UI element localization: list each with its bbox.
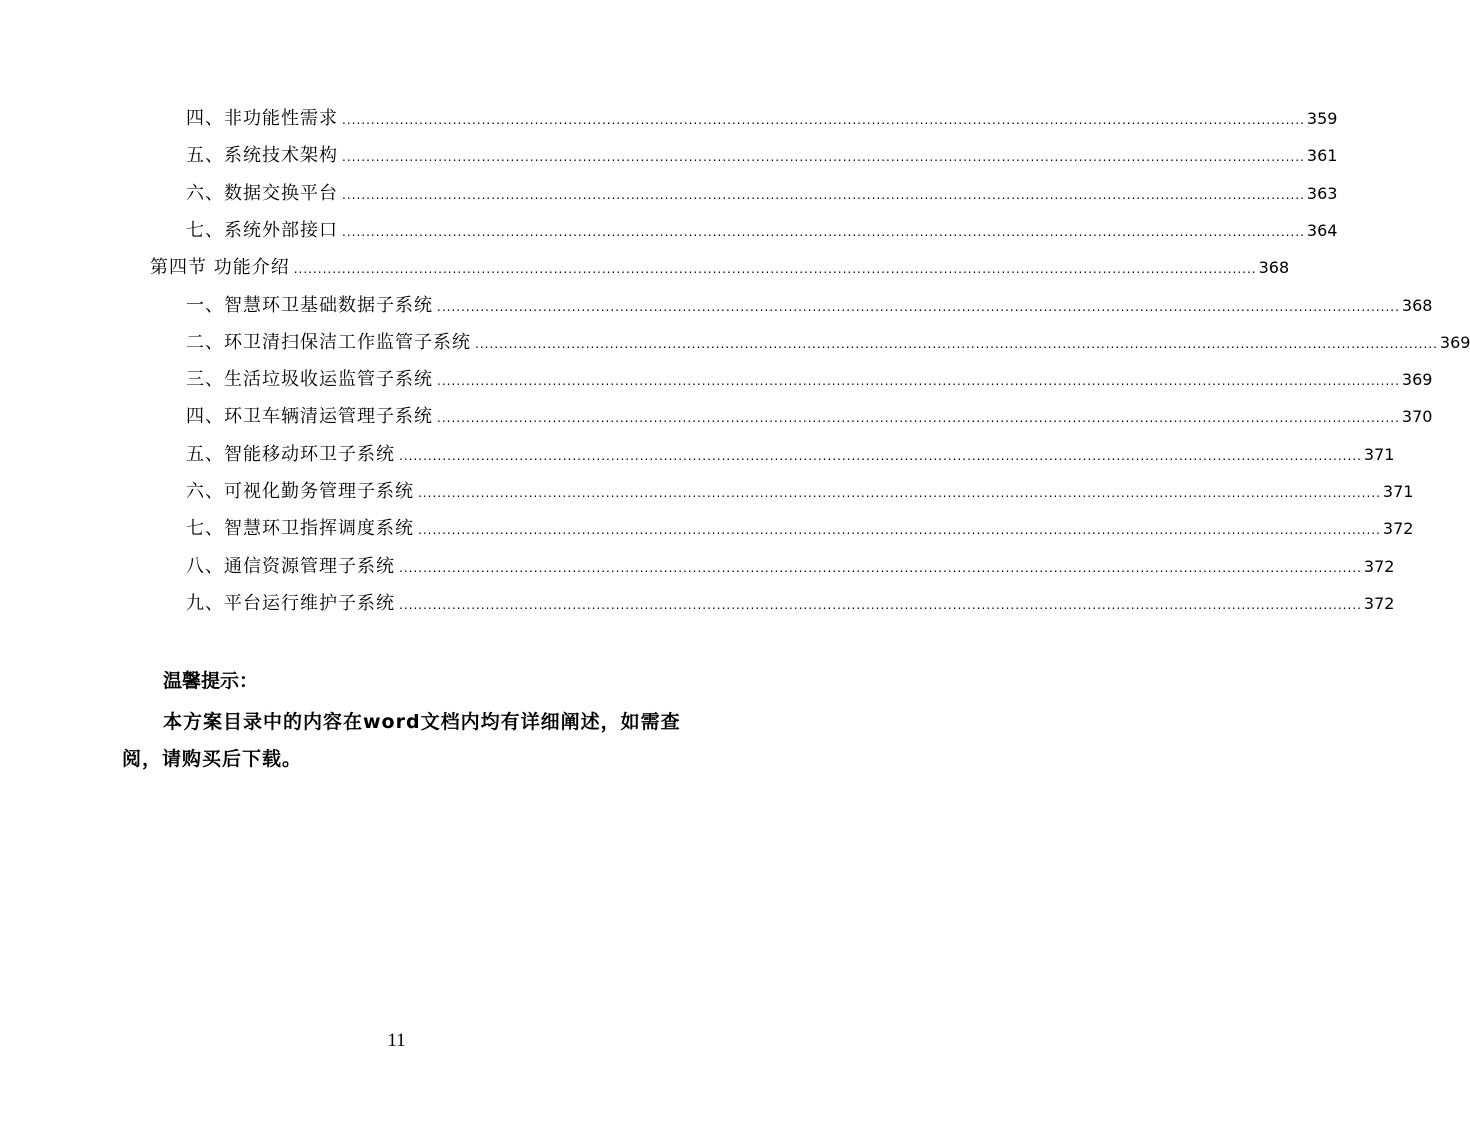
toc-entry-page: 371 bbox=[1363, 444, 1395, 464]
toc-entry-page: 361 bbox=[1306, 146, 1338, 166]
toc-entry[interactable] bbox=[186, 182, 1338, 206]
toc-entry-page: 368 bbox=[1258, 258, 1290, 278]
toc-entry[interactable] bbox=[186, 555, 1395, 579]
toc-entry-page: 372 bbox=[1382, 519, 1414, 539]
toc-entry-title: 四、环卫车辆清运管理子系统 bbox=[186, 406, 433, 428]
toc-entry-title: 七、智慧环卫指挥调度系统 bbox=[186, 518, 414, 540]
toc-entry[interactable] bbox=[186, 592, 1395, 616]
toc-entry-page: 371 bbox=[1382, 482, 1414, 501]
toc-entry[interactable] bbox=[186, 294, 1433, 318]
toc-leader-dots: ........................................................................................................................................................................................................ bbox=[437, 374, 1400, 389]
toc-entry-title: 二、环卫清扫保洁工作监管子系统 bbox=[186, 331, 471, 353]
toc-entry-page: 369 bbox=[1401, 370, 1433, 390]
toc-entry[interactable] bbox=[186, 480, 1414, 504]
toc-entry-page: 369 bbox=[1439, 332, 1470, 352]
toc-entry[interactable] bbox=[186, 219, 1338, 243]
toc-entry-title: 四、非功能性需求 bbox=[186, 108, 338, 129]
toc-entry[interactable] bbox=[186, 517, 1414, 541]
toc-leader-dots: ........................................................................................................................................................................................................ bbox=[418, 486, 1381, 500]
toc-leader-dots: ........................................................................................................................................................................................................ bbox=[475, 336, 1438, 351]
toc-entry[interactable] bbox=[150, 256, 1290, 280]
toc-entry-title: 五、智能移动环卫子系统 bbox=[186, 443, 395, 465]
toc-entry-title: 九、平台运行维护子系统 bbox=[186, 592, 395, 614]
toc-entry-title: 一、智慧环卫基础数据子系统 bbox=[186, 294, 433, 316]
toc-leader-dots: ........................................................................................................................................................................................................ bbox=[437, 411, 1400, 426]
tips-body: 本方案目录中的内容在word文档内均有详细阐述，如需查阅，请购买后下载。 bbox=[122, 711, 681, 770]
toc-entry-page: 372 bbox=[1363, 556, 1395, 576]
toc-entry-page: 363 bbox=[1306, 183, 1338, 203]
toc-entry-page: 359 bbox=[1306, 109, 1338, 128]
toc-entry-page: 370 bbox=[1401, 407, 1433, 427]
toc-leader-dots: ........................................................................................................................................................................................................ bbox=[399, 448, 1362, 463]
toc-entry[interactable] bbox=[186, 368, 1433, 392]
toc-leader-dots: ........................................................................................................................................................................................................ bbox=[342, 187, 1305, 202]
toc-entry[interactable] bbox=[186, 331, 1470, 355]
toc-leader-dots: ........................................................................................................................................................................................................ bbox=[342, 150, 1305, 165]
toc-leader-dots: ........................................................................................................................................................................................................ bbox=[418, 523, 1381, 538]
toc-entry-title: 第四节 功能介绍 bbox=[150, 257, 290, 279]
toc-entry-title: 三、生活垃圾收运监管子系统 bbox=[186, 369, 433, 391]
toc-entry[interactable] bbox=[186, 405, 1433, 429]
toc-entry-title: 六、可视化勤务管理子系统 bbox=[186, 481, 414, 502]
toc-leader-dots: ........................................................................................................................................................................................................ bbox=[342, 113, 1305, 127]
toc-leader-dots: ........................................................................................................................................................................................................ bbox=[437, 299, 1400, 314]
toc-entry-title: 五、系统技术架构 bbox=[186, 145, 338, 167]
toc-entry[interactable] bbox=[186, 443, 1395, 467]
toc-entry-title: 七、系统外部接口 bbox=[186, 219, 338, 241]
toc-leader-dots: ........................................................................................................................................................................................................ bbox=[342, 224, 1305, 239]
toc-entry-page: 368 bbox=[1401, 295, 1433, 315]
toc-entry[interactable] bbox=[186, 107, 1338, 131]
toc-leader-dots: ........................................................................................................................................................................................................ bbox=[293, 262, 1257, 277]
page-number: 11 bbox=[387, 1030, 406, 1051]
toc-entry-page: 372 bbox=[1363, 593, 1395, 613]
toc-leader-dots: ........................................................................................................................................................................................................ bbox=[399, 560, 1362, 575]
tips-title: 温馨提示： bbox=[163, 670, 259, 692]
toc-entry-title: 六、数据交换平台 bbox=[186, 182, 338, 204]
toc-entry-page: 364 bbox=[1306, 220, 1338, 240]
toc-leader-dots: ........................................................................................................................................................................................................ bbox=[399, 597, 1362, 612]
toc-entry[interactable] bbox=[186, 144, 1338, 168]
toc-entry-title: 八、通信资源管理子系统 bbox=[186, 555, 395, 577]
